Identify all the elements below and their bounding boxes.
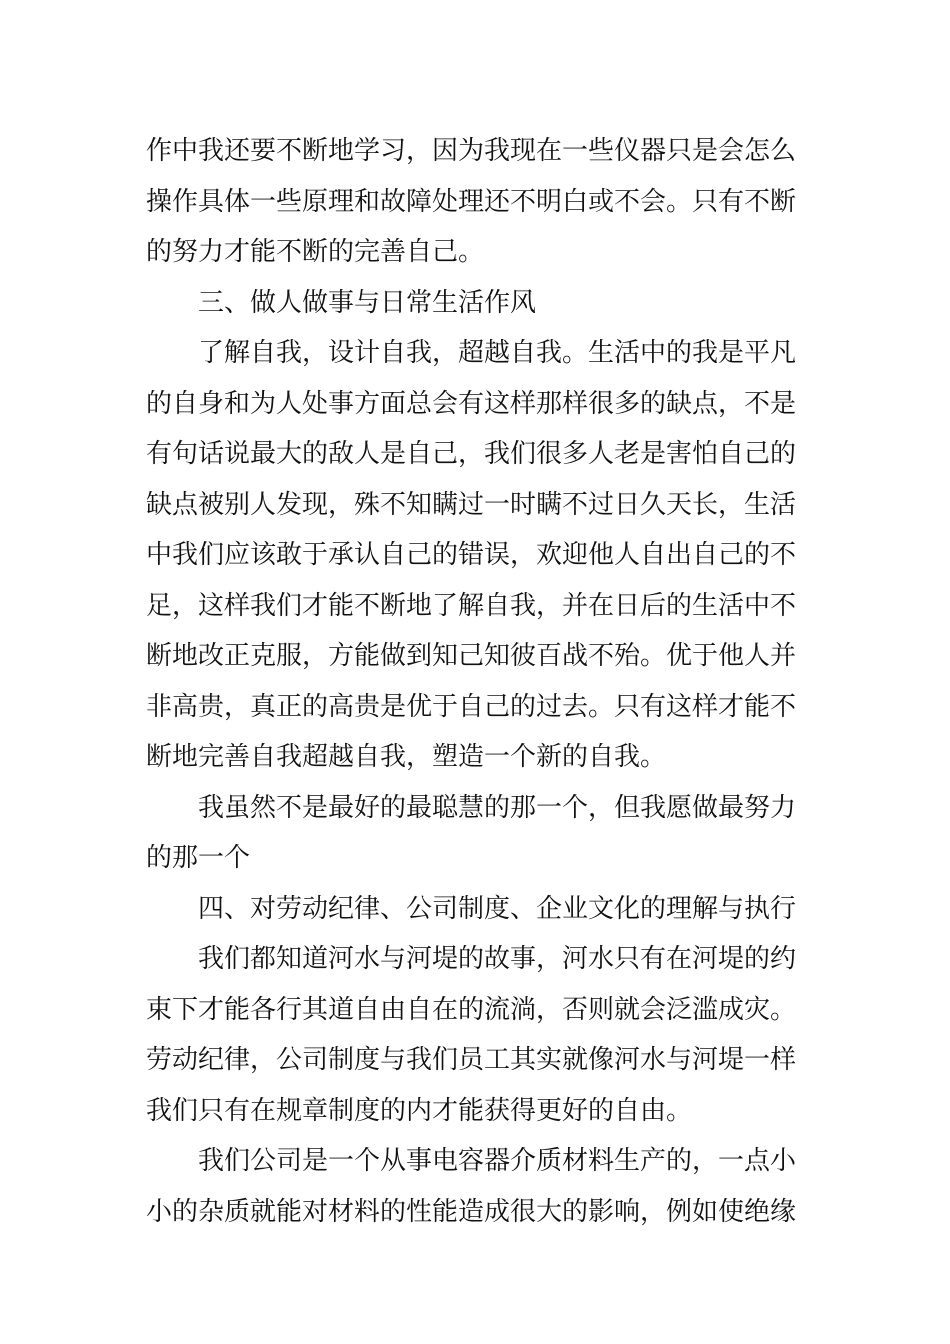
text-line: 非高贵，真正的高贵是优于自己的过去。只有这样才能不 bbox=[146, 691, 797, 722]
text-line: 足，这样我们才能不断地了解自我，并在日后的生活中不 bbox=[146, 590, 797, 621]
text-line: 断地完善自我超越自我，塑造一个新的自我。 bbox=[146, 742, 667, 772]
text-line: 束下才能各行其道自由自在的流淌，否则就会泛滥成灾。 bbox=[146, 994, 797, 1025]
text-line: 小的杂质就能对材料的性能造成很大的影响，例如使绝缘 bbox=[146, 1196, 797, 1227]
text-line: 中我们应该敢于承认自己的错误，欢迎他人自出自己的不 bbox=[146, 540, 797, 570]
text-line: 有句话说最大的敌人是自己，我们很多人老是害怕自己的 bbox=[146, 439, 797, 469]
text-line: 的努力才能不断的完善自己。 bbox=[146, 237, 485, 267]
text-line: 的自身和为人处事方面总会有这样那样很多的缺点，不是 bbox=[146, 388, 797, 419]
text-line: 作中我还要不断地学习，因为我现在一些仪器只是会怎么 bbox=[146, 136, 797, 166]
text-line: 断地改正克服，方能做到知己知彼百战不殆。优于他人并 bbox=[146, 641, 797, 671]
paragraph-start: 了解自我，设计自我，超越自我。生活中的我是平凡 bbox=[198, 338, 797, 368]
paragraph-start: 我们公司是一个从事电容器介质材料生产的，一点小 bbox=[198, 1146, 797, 1176]
text-line: 的那一个 bbox=[146, 843, 251, 873]
text-line: 缺点被别人发现，殊不知瞒过一时瞒不过日久天长，生活 bbox=[146, 489, 797, 520]
paragraph-start: 我虽然不是最好的最聪慧的那一个，但我愿做最努力 bbox=[198, 792, 797, 823]
body-text bbox=[146, 126, 818, 1237]
paragraph-start: 我们都知道河水与河堤的故事，河水只有在河堤的约 bbox=[198, 944, 797, 974]
text-line: 操作具体一些原理和故障处理还不明白或不会。只有不断 bbox=[146, 186, 797, 217]
text-line: 我们只有在规章制度的内才能获得更好的自由。 bbox=[146, 1095, 693, 1126]
section-heading: 三、做人做事与日常生活作风 bbox=[198, 287, 537, 318]
section-heading: 四、对劳动纪律、公司制度、企业文化的理解与执行 bbox=[198, 893, 797, 924]
text-line: 劳动纪律，公司制度与我们员工其实就像河水与河堤一样 bbox=[146, 1045, 797, 1075]
